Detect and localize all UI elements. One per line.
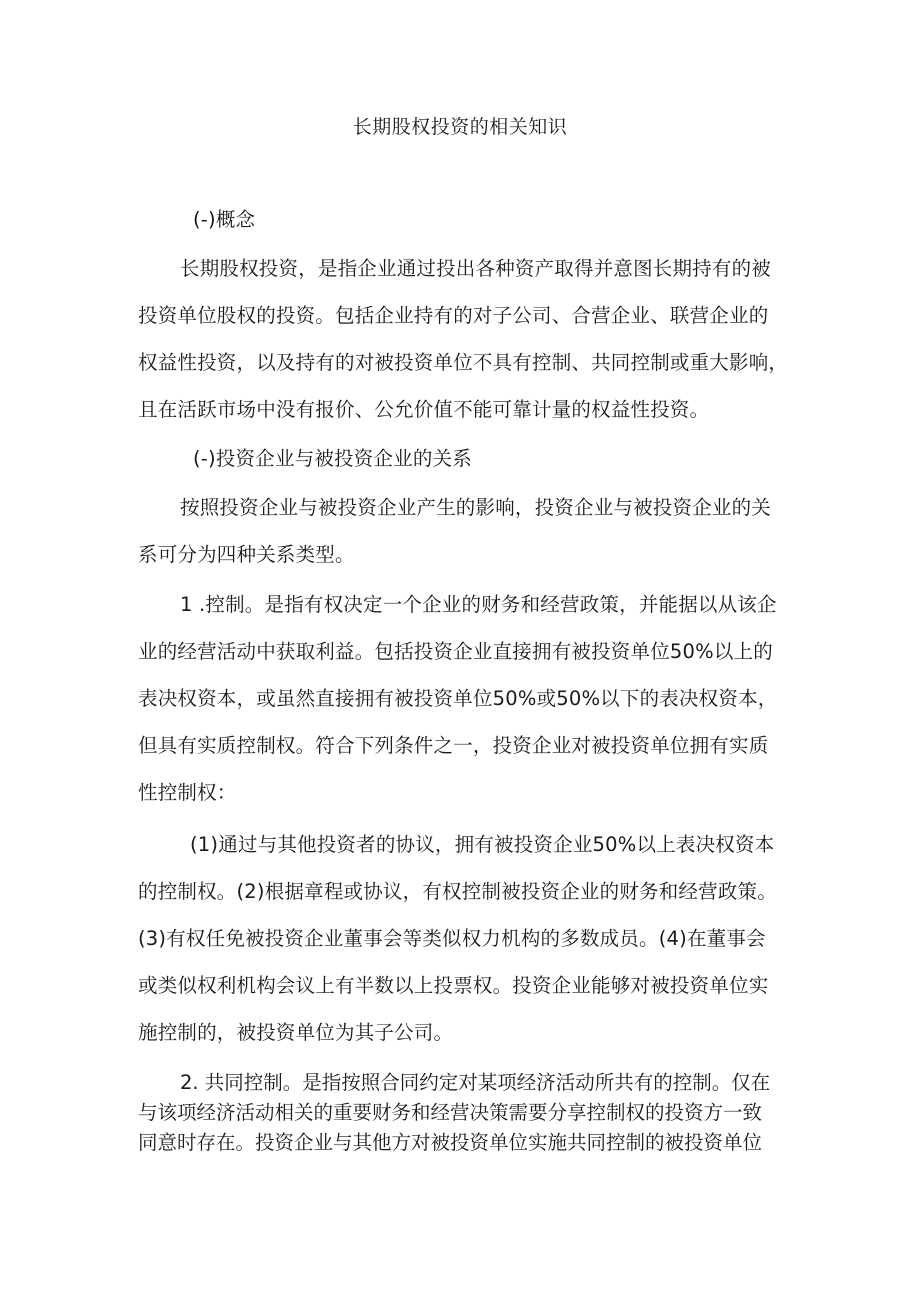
- document-title: 长期股权投资的相关知识: [352, 116, 568, 138]
- control-line-2: 业的经营活动中获取利益。包括投资企业直接拥有被投资单位50%以上的: [138, 640, 773, 663]
- relation-intro-line-1: 按照投资企业与被投资企业产生的影响，投资企业与被投资企业的关: [180, 496, 772, 519]
- conditions-line-5: 施控制的，被投资单位为其子公司。: [138, 1021, 454, 1044]
- control-line-1: 1 .控制。是指有权决定一个企业的财务和经营政策，并能据以从该企: [180, 593, 777, 616]
- joint-control-line-2: 与该项经济活动相关的重要财务和经营决策需要分享控制权的投资方一致: [138, 1101, 763, 1124]
- control-line-3: 表决权资本，或虽然直接拥有被投资单位50%或50%以下的表决权资本，: [138, 687, 778, 710]
- conditions-line-4: 或类似权利机构会议上有半数以上投票权。投资企业能够对被投资单位实: [138, 974, 769, 997]
- section-heading-relationship: (-)投资企业与被投资企业的关系: [193, 447, 472, 470]
- conditions-line-3: (3)有权任免被投资企业董事会等类似权力机构的多数成员。(4)在董事会: [138, 927, 766, 950]
- control-line-4: 但具有实质控制权。符合下列条件之一，投资企业对被投资单位拥有实质: [138, 734, 769, 757]
- relation-intro-line-2: 系可分为四种关系类型。: [138, 543, 355, 566]
- definition-line-2: 投资单位股权的投资。包括企业持有的对子公司、合营企业、联营企业的: [138, 304, 769, 327]
- conditions-line-1: (1)通过与其他投资者的协议，拥有被投资企业50%以上表决权资本: [190, 833, 775, 856]
- control-line-5: 性控制权：: [138, 781, 237, 804]
- definition-line-1: 长期股权投资，是指企业通过投出各种资产取得并意图长期持有的被: [180, 257, 772, 280]
- definition-line-4: 且在活跃市场中没有报价、公允价值不能可靠计量的权益性投资。: [138, 398, 710, 421]
- definition-line-3: 权益性投资，以及持有的对被投资单位不具有控制、共同控制或重大影响，: [138, 351, 789, 374]
- joint-control-line-3: 同意时存在。投资企业与其他方对被投资单位实施共同控制的被投资单位: [138, 1131, 763, 1154]
- joint-control-line-1: 2. 共同控制。是指按照合同约定对某项经济活动所共有的控制。仅在: [180, 1071, 771, 1094]
- conditions-line-2: 的控制权。(2)根据章程或协议，有权控制被投资企业的财务和经营政策。: [138, 880, 777, 903]
- section-heading-concept: (-)概念: [193, 208, 256, 231]
